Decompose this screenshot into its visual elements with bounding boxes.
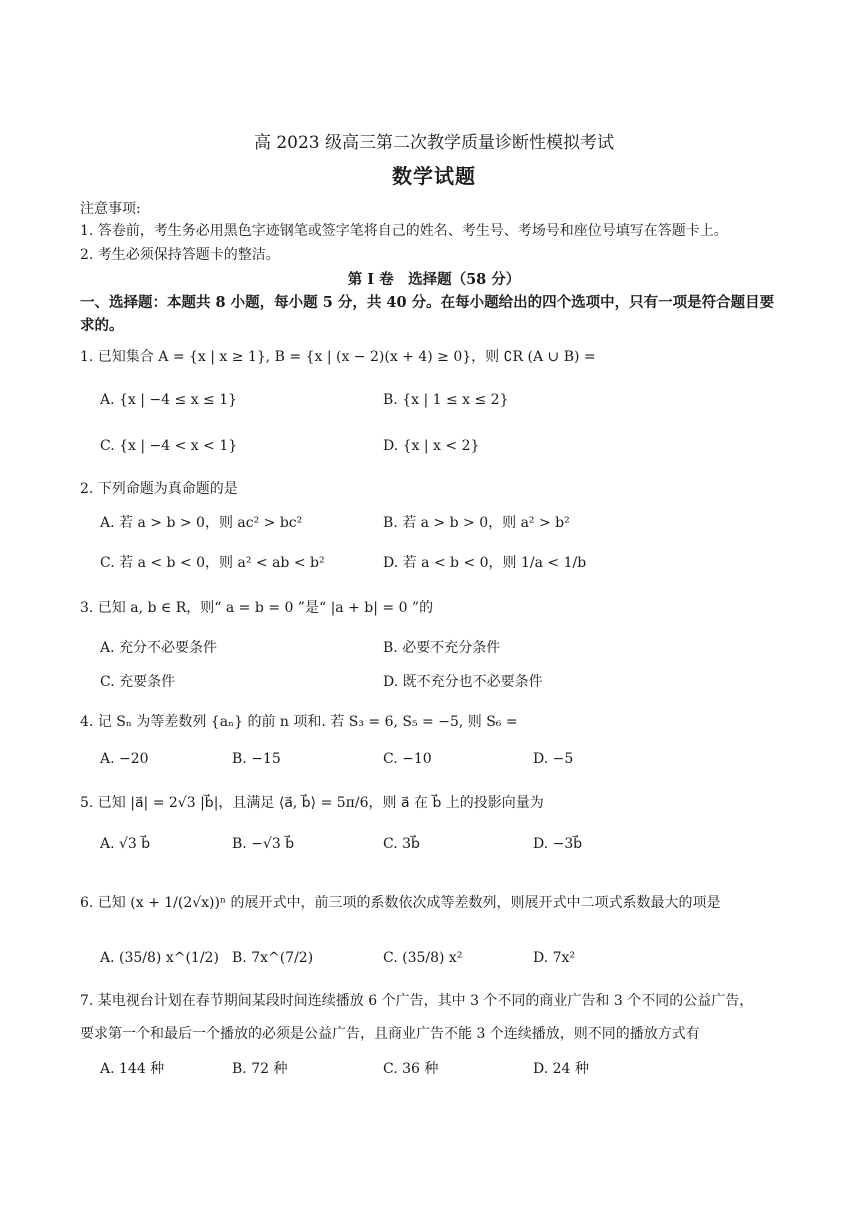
question-6-stem: 6. 已知 (x + 1/(2√x))ⁿ 的展开式中，前三项的系数依次成等差数列，则展开式中二项式系数最大的项是 xyxy=(80,895,721,911)
question-4-option-d: D. −5 xyxy=(533,751,574,767)
question-1-option-a: A. {x | −4 ≤ x ≤ 1} xyxy=(100,392,238,408)
question-2-option-c: C. 若 a < b < 0，则 a² < ab < b² xyxy=(100,555,325,571)
question-6-option-a: A. (35/8) x^(1/2) xyxy=(100,950,219,966)
question-4-option-c: C. −10 xyxy=(383,751,432,767)
question-2-stem: 2. 下列命题为真命题的是 xyxy=(80,481,238,497)
question-2-option-d: D. 若 a < b < 0，则 1/a < 1/b xyxy=(383,555,587,571)
question-7-stem-line1: 7. 某电视台计划在春节期间某段时间连续播放 6 个广告，其中 3 个不同的商业广告和 3 个不同的公益广告， xyxy=(80,993,754,1009)
question-7-option-c: C. 36 种 xyxy=(383,1061,439,1077)
question-3-option-a: A. 充分不必要条件 xyxy=(100,640,218,656)
question-4-option-a: A. −20 xyxy=(100,751,149,767)
question-5-option-a: A. √3 b⃗ xyxy=(100,836,151,852)
question-4-stem: 4. 记 Sₙ 为等差数列 {aₙ} 的前 n 项和. 若 S₃ = 6, S₅ = −5, 则 S₆ = xyxy=(80,714,518,730)
question-6-option-c: C. (35/8) x² xyxy=(383,950,463,966)
note-item-2: 2. 考生必须保持答题卡的整洁。 xyxy=(80,247,280,263)
note-item-1: 1. 答卷前，考生务必用黑色字迹钢笔或签字笔将自己的姓名、考生号、考场号和座位号填写在答题卡上。 xyxy=(80,223,728,239)
section-title: 第 I 卷 选择题（58 分） xyxy=(347,271,521,288)
question-3-stem: 3. 已知 a, b ∈ R，则“ a = b = 0 ”是“ |a + b| = 0 ”的 xyxy=(80,600,434,616)
exam-title: 高 2023 级高三第二次教学质量诊断性模拟考试 xyxy=(253,133,615,153)
question-4-option-b: B. −15 xyxy=(232,751,281,767)
question-7-option-b: B. 72 种 xyxy=(232,1061,288,1077)
question-1-option-c: C. {x | −4 < x < 1} xyxy=(100,438,238,454)
question-7-option-a: A. 144 种 xyxy=(100,1061,165,1077)
question-5-stem: 5. 已知 |a⃗| = 2√3 |b⃗|，且满足 ⟨a⃗, b⃗⟩ = 5π/6，则 a⃗ 在 b⃗ 上的投影向量为 xyxy=(80,795,544,811)
question-2-option-b: B. 若 a > b > 0，则 a² > b² xyxy=(383,515,570,531)
section-instruction-line1: 一、选择题：本题共 8 小题，每小题 5 分，共 40 分。在每小题给出的四个选项中，只有一项是符合题目要 xyxy=(80,294,775,311)
question-6-option-b: B. 7x^(7/2) xyxy=(232,950,314,966)
question-3-option-b: B. 必要不充分条件 xyxy=(383,640,501,656)
question-1-option-b: B. {x | 1 ≤ x ≤ 2} xyxy=(383,392,509,408)
exam-subtitle: 数学试题 xyxy=(392,164,476,188)
question-7-option-d: D. 24 种 xyxy=(533,1061,589,1077)
question-1-option-d: D. {x | x < 2} xyxy=(383,438,480,454)
question-6-option-d: D. 7x² xyxy=(533,950,576,966)
question-2-option-a: A. 若 a > b > 0，则 ac² > bc² xyxy=(100,515,303,531)
question-7-stem-line2: 要求第一个和最后一个播放的必须是公益广告，且商业广告不能 3 个连续播放，则不同的播放方式有 xyxy=(80,1026,700,1042)
question-3-option-c: C. 充要条件 xyxy=(100,674,176,690)
question-5-option-d: D. −3b⃗ xyxy=(533,836,583,852)
section-instruction-line2: 求的。 xyxy=(80,317,124,334)
notes-heading: 注意事项: xyxy=(80,201,141,217)
question-5-option-b: B. −√3 b⃗ xyxy=(232,836,295,852)
question-1-stem: 1. 已知集合 A = {x | x ≥ 1}, B = {x | (x − 2)(x + 4) ≥ 0}，则 ∁R (A ∪ B) = xyxy=(80,349,596,365)
question-3-option-d: D. 既不充分也不必要条件 xyxy=(383,674,543,690)
question-5-option-c: C. 3b⃗ xyxy=(383,836,420,852)
